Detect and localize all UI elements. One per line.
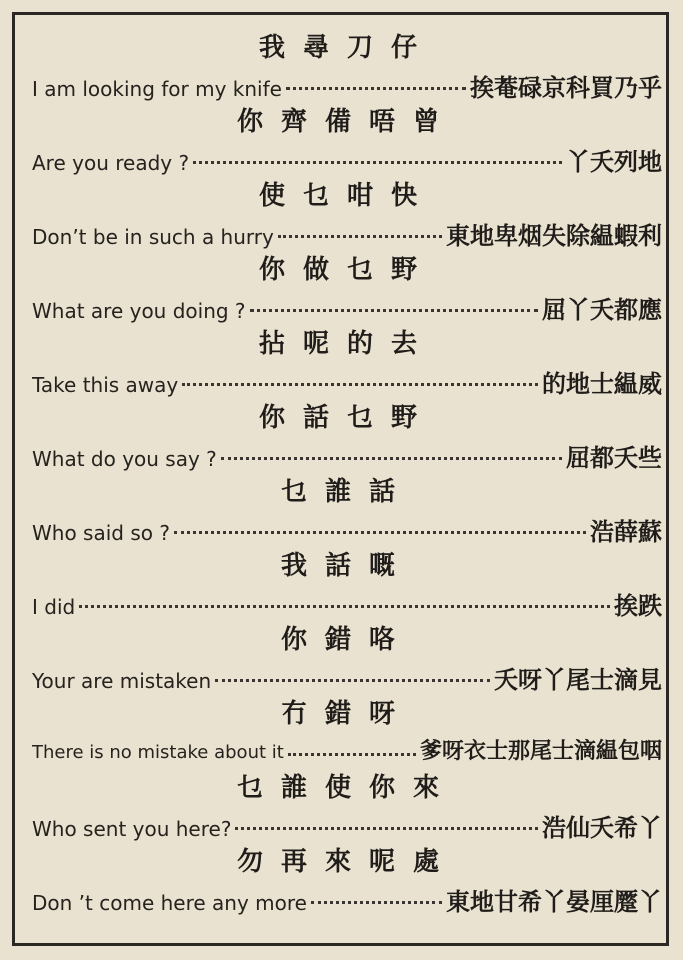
translation-line	[32, 808, 662, 842]
dot-leader	[235, 827, 538, 830]
phrase-entry	[32, 178, 662, 252]
dot-leader	[221, 457, 562, 460]
phonetic-transcription: 挨菴碌京科買乃乎	[470, 73, 662, 102]
chinese-phrase: 冇錯呀	[280, 699, 413, 729]
english-phrase: There is no mistake about it	[32, 742, 284, 763]
dot-leader	[193, 161, 562, 164]
dot-leader	[250, 309, 538, 312]
translation-line	[32, 290, 662, 324]
phrase-entry	[32, 252, 662, 326]
chinese-phrase: 你做乜野	[258, 255, 435, 285]
phonetic-transcription: 的地士緼威	[542, 369, 662, 398]
english-phrase: Your are mistaken	[32, 669, 212, 693]
translation-line	[32, 512, 662, 546]
english-phrase: What do you say ?	[32, 447, 217, 471]
phrase-entry	[32, 400, 662, 474]
translation-line	[32, 438, 662, 472]
phrase-entry	[32, 326, 662, 400]
translation-line	[32, 882, 662, 916]
english-phrase: Who said so ?	[32, 521, 170, 545]
dot-leader	[311, 901, 442, 904]
translation-line	[32, 68, 662, 102]
chinese-phrase: 你話乜野	[258, 403, 435, 433]
phonetic-transcription: 東地卑烟失除緼蝦利	[446, 221, 662, 250]
phonetic-transcription: 屈都夭些	[566, 443, 662, 472]
dot-leader	[288, 753, 416, 756]
dot-leader	[174, 531, 586, 534]
translation-line	[32, 660, 662, 694]
dot-leader	[215, 679, 490, 682]
phrase-entry	[32, 474, 662, 548]
chinese-phrase: 乜誰話	[280, 477, 413, 507]
translation-line	[32, 142, 662, 176]
dot-leader	[79, 605, 610, 608]
translation-line	[32, 734, 662, 768]
phrase-entry	[32, 548, 662, 622]
chinese-phrase: 使乜咁快	[258, 181, 435, 211]
phrase-list	[32, 30, 662, 918]
phrase-entry	[32, 770, 662, 844]
phonetic-transcription: 浩仙夭希丫	[542, 813, 662, 842]
english-phrase: What are you doing ?	[32, 299, 246, 323]
translation-line	[32, 586, 662, 620]
chinese-phrase: 你齊備唔曾	[236, 107, 457, 137]
chinese-phrase: 你錯咯	[280, 625, 413, 655]
chinese-phrase: 我話嘅	[280, 551, 413, 581]
translation-line	[32, 364, 662, 398]
chinese-phrase: 勿再來呢處	[236, 847, 457, 877]
dot-leader	[278, 235, 442, 238]
phonetic-transcription: 挨跌	[614, 591, 662, 620]
phonetic-transcription: 浩薛蘇	[590, 517, 662, 546]
dot-leader	[286, 87, 466, 90]
english-phrase: Who sent you here?	[32, 817, 232, 841]
chinese-phrase: 拈呢的去	[258, 329, 435, 359]
english-phrase: Are you ready ?	[32, 151, 190, 175]
english-phrase: Don’t be in such a hurry	[32, 225, 274, 249]
phrase-entry	[32, 622, 662, 696]
translation-line	[32, 216, 662, 250]
phrase-entry	[32, 844, 662, 918]
english-phrase: Don ’t come here any more	[32, 891, 307, 915]
phrase-entry	[32, 30, 662, 104]
english-phrase: I am looking for my knife	[32, 77, 282, 101]
phrase-entry	[32, 104, 662, 178]
chinese-phrase: 我尋刀仔	[258, 33, 435, 63]
phonetic-transcription: 夭呀丫尾士滴見	[494, 665, 662, 694]
english-phrase: I did	[32, 595, 76, 619]
phonetic-transcription: 爹呀衣士那尾士滴緼包咽	[419, 738, 662, 764]
phonetic-transcription: 丫夭列地	[566, 147, 662, 176]
phonetic-transcription: 屈丫夭都應	[542, 295, 662, 324]
chinese-phrase: 乜誰使你來	[236, 773, 457, 803]
dot-leader	[182, 383, 538, 386]
english-phrase: Take this away	[32, 373, 179, 397]
phrase-entry	[32, 696, 662, 770]
phonetic-transcription: 東地甘希丫晏厘蹷丫	[446, 887, 662, 916]
